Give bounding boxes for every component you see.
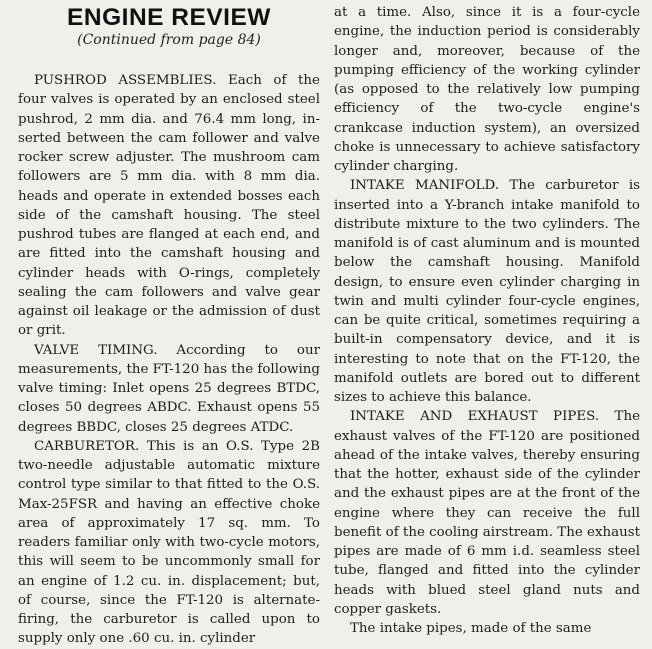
continued-note: (Continued from page 84) bbox=[77, 32, 261, 48]
right-column bbox=[334, 0, 640, 634]
article-title: ENGINE REVIEW bbox=[67, 4, 271, 31]
paragraph-pushrod-assemblies: PUSHROD ASSEMBLIES. Each of the four valves is operated by an enclosed steel pushrod, 2 mm dia. and 76.4 mm long, inserted between the cam follower and valve rocker screw adjuster. The mushroom cam followers are 5 mm dia. with 8 mm dia. heads and operate in extended bosses each side of the camshaft housing. The steel pushrod tubes are flanged at each end, and are fitted into the camshaft housing and cylinder heads with O-rings, completely sealing the cam followers and valve gear against oil leakage or the admission of dust or grit. bbox=[18, 73, 320, 339]
paragraph-intake-exhaust-pipes: INTAKE AND EXHAUST PIPES. The exhaust valves of the FT-120 are positioned ahead of the intake valves, thereby ensuring that the hotter, exhaust side of the cylinder and the exhaust pipes are at the front of the engine where they can receive the full benefit of the cooling airstream. The exhaust pipes are made of 6 mm i.d. seamless steel tube, flanged and fitted into the cylinder heads with blued steel gland nuts and copper gaskets. bbox=[334, 409, 640, 617]
paragraph-carburetor-continued: at a time. Also, since it is a four-cycle engine, the induction period is considerably longer and, moreover, because of the pumping efficiency of the working cylinder (as opposed to the relatively low pumping efficiency of the two-cycle engine's crankcase induction system), an oversized choke is unnecessary to achieve satisfactory cylinder charging. bbox=[334, 5, 640, 174]
paragraph-valve-timing: VALVE TIMING. According to our measurements, the FT-120 has the following valve timing: Inlet opens 25 degrees BTDC, closes 50 degrees ABDC. Exhaust opens 55 degrees BBDC, closes 25 degrees ATDC. bbox=[18, 342, 320, 435]
left-column bbox=[18, 0, 320, 647]
paragraph-intake-manifold: INTAKE MANIFOLD. The carburetor is inserted into a Y-branch intake manifold to distribute mixture to the two cylinders. The manifold is of cast aluminum and is mounted below the camshaft housing. Manifold design, to ensure even cylinder charging in twin and multi cylinder four-cycle engines, can be quite critical, sometimes requiring a built-in compensatory device, and it is interesting to note that on the FT-120, the manifold outlets are bored out to different sizes to achieve this balance. bbox=[334, 178, 640, 405]
paragraph-intake-pipes: The intake pipes, made of the same bbox=[350, 621, 592, 636]
paragraph-carburetor: CARBURETOR. This is an O.S. Type 2B two-needle adjustable automatic mixture control type similar to that fitted to the O.S. Max-25FSR and having an effective choke area of approximately 17 sq. mm. To readers familiar only with two-cycle motors, this will seem to be uncommonly small for an engine of 1.2 cu. in. displacement; but, of course, since the FT-120 is alternate-firing, the carburetor is called upon to supply only one .60 cu. in. cylinder bbox=[18, 438, 320, 647]
